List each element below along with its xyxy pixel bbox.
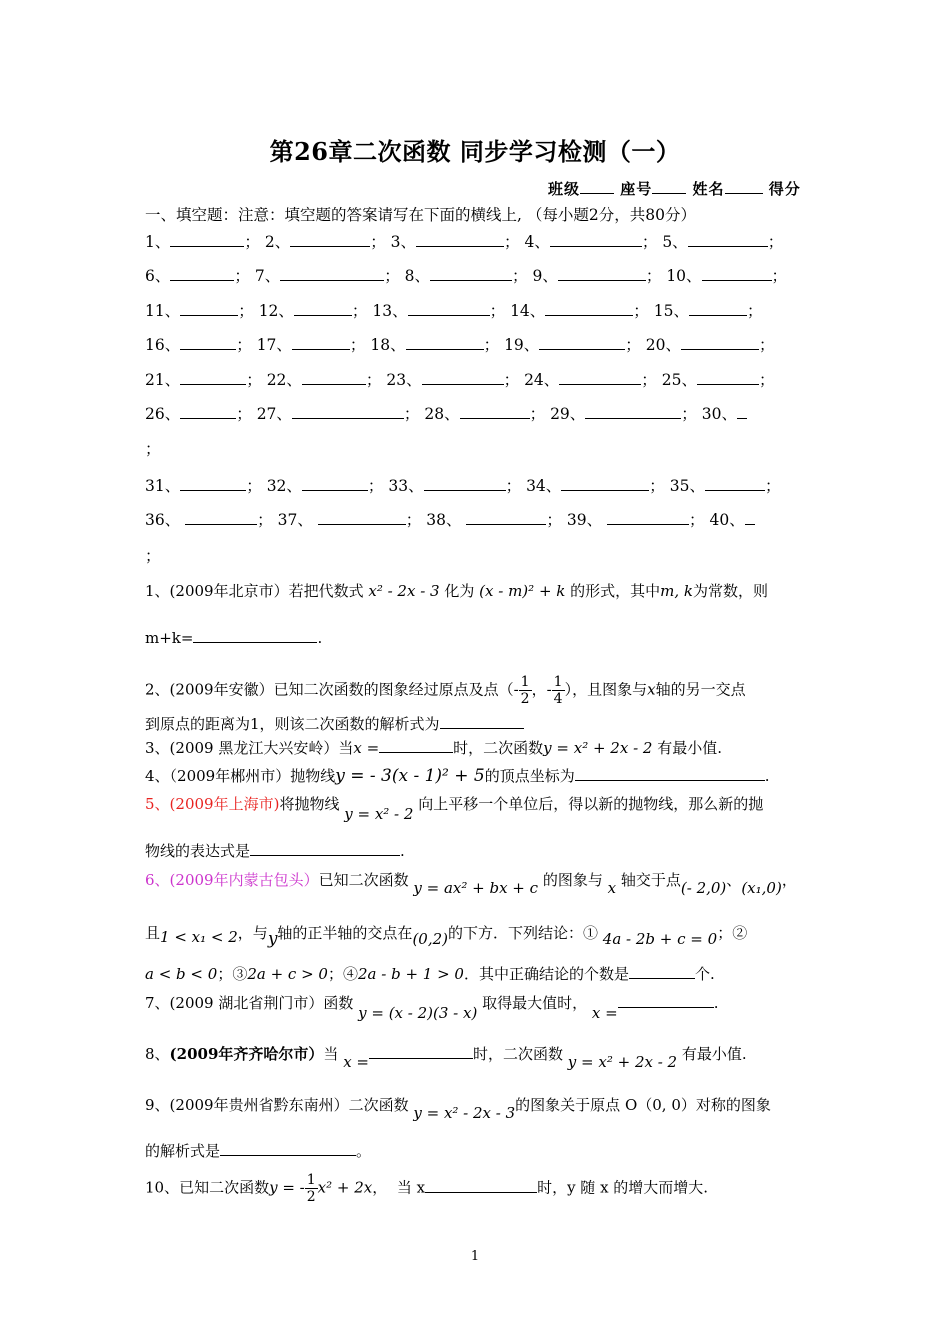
question-text: 。 bbox=[356, 1142, 372, 1160]
answer-label: 2、 bbox=[264, 233, 291, 251]
math-expression: x bbox=[607, 879, 617, 897]
answer-label: 27、 bbox=[256, 405, 292, 423]
math-expression: x = bbox=[591, 1004, 618, 1022]
answer-label: 3、 bbox=[390, 233, 417, 251]
answer-label: 24、 bbox=[524, 371, 560, 389]
answer-blank[interactable] bbox=[302, 478, 368, 491]
answer-label: 20、 bbox=[645, 336, 681, 354]
answer-label: 33、 bbox=[388, 477, 424, 495]
answer-label: 14、 bbox=[510, 302, 546, 320]
answer-label: 36、 bbox=[145, 511, 181, 529]
fraction-numerator: 1 bbox=[553, 674, 563, 690]
separator: ； bbox=[641, 233, 658, 251]
fraction bbox=[305, 1172, 318, 1205]
separator: ； bbox=[234, 267, 250, 285]
question-text: 物线的表达式是 bbox=[145, 842, 251, 860]
question-text: ， bbox=[372, 1178, 388, 1197]
answer-label: 1、 bbox=[145, 233, 171, 251]
question-text: 3、(2009 黑龙江大兴安岭）当 bbox=[145, 739, 354, 757]
answer-row-1 bbox=[145, 230, 810, 252]
math-expression: y bbox=[267, 929, 278, 949]
answer-blank[interactable] bbox=[292, 406, 404, 419]
page-title: 第26章二次函数 同步学习检测（一） bbox=[269, 137, 681, 166]
separator: ； bbox=[689, 511, 705, 529]
student-info-line bbox=[548, 178, 801, 199]
separator: ； bbox=[641, 371, 657, 389]
separator: ； bbox=[145, 547, 161, 565]
answer-blank[interactable] bbox=[460, 406, 530, 419]
answer-label: 5、 bbox=[662, 233, 688, 251]
answer-label: 39、 bbox=[566, 511, 603, 529]
answer-blank[interactable] bbox=[681, 337, 759, 350]
answer-blank[interactable] bbox=[559, 372, 641, 385]
answer-label: 23、 bbox=[386, 371, 422, 389]
math-expression: 2a - b + 1 > 0 bbox=[357, 965, 464, 983]
question-text: 时，二次函数 bbox=[473, 1045, 564, 1063]
question-text: ；② bbox=[717, 924, 748, 942]
question-text: 2、(2009年安徽）已知二次函数的图象经过原点及点（ bbox=[145, 680, 514, 699]
separator: ； bbox=[505, 477, 522, 495]
question-text: 将抛物线 bbox=[279, 795, 340, 813]
answer-label: 18、 bbox=[370, 336, 406, 354]
answer-label: 17、 bbox=[256, 336, 292, 354]
answer-blank[interactable] bbox=[561, 478, 649, 491]
separator: ； bbox=[681, 405, 697, 423]
separator: ； bbox=[503, 371, 520, 389]
separator: ； bbox=[238, 302, 254, 320]
answer-blank[interactable] bbox=[180, 303, 238, 316]
answer-blank[interactable] bbox=[705, 478, 765, 491]
answer-label: 10、 bbox=[666, 267, 702, 285]
question-1-line-2 bbox=[145, 627, 810, 649]
answer-label: 32、 bbox=[266, 477, 302, 495]
fraction-denominator: 2 bbox=[306, 1189, 316, 1205]
answer-label: 31、 bbox=[145, 477, 181, 495]
separator: ； bbox=[384, 267, 400, 285]
answer-label: 7、 bbox=[254, 267, 281, 285]
question-text: ；④ bbox=[327, 965, 358, 983]
fraction-denominator: 2 bbox=[520, 691, 530, 707]
score-label: 得分 bbox=[768, 180, 801, 198]
question-text: 的图象关于原点 O（0, 0）对称的图象 bbox=[515, 1096, 771, 1114]
answer-label: 21、 bbox=[145, 371, 181, 389]
answer-blank[interactable] bbox=[406, 337, 484, 350]
question-text: 的解析式是 bbox=[145, 1142, 221, 1160]
question-text: 当 x bbox=[396, 1178, 426, 1197]
separator: ； bbox=[764, 477, 781, 495]
answer-blank[interactable] bbox=[607, 512, 689, 525]
question-source: (2009年齐齐哈尔市） bbox=[169, 1045, 324, 1063]
question-text: 向上平移一个单位后，得以新的抛物线，那么新的抛 bbox=[418, 795, 764, 813]
answer-blank[interactable] bbox=[369, 1045, 473, 1059]
separator: ； bbox=[145, 440, 161, 458]
question-8 bbox=[145, 1043, 810, 1071]
question-5 bbox=[145, 793, 810, 823]
question-text: 1、(2009年北京市）若把代数式 bbox=[145, 582, 364, 600]
question-text: 有最小值. bbox=[657, 739, 723, 757]
math-expression: x² - 2x - 3 bbox=[368, 582, 440, 600]
separator: ； bbox=[236, 405, 252, 423]
separator: ； bbox=[405, 511, 422, 529]
question-text: 化为 bbox=[444, 582, 475, 600]
question-text: 9、(2009年贵州省黔东南州）二次函数 bbox=[145, 1096, 409, 1114]
question-text: . bbox=[400, 842, 405, 860]
question-6 bbox=[145, 869, 810, 897]
math-expression: x = bbox=[353, 739, 380, 757]
question-text: ；③ bbox=[217, 965, 248, 983]
separator: ； bbox=[649, 477, 665, 495]
answer-blank[interactable] bbox=[618, 994, 714, 1008]
question-text: 个. bbox=[695, 965, 715, 983]
answer-blank[interactable] bbox=[689, 303, 747, 316]
separator: ； bbox=[483, 336, 500, 354]
question-9-line-2 bbox=[145, 1140, 810, 1162]
question-2 bbox=[145, 674, 810, 707]
separator: ； bbox=[244, 233, 260, 251]
math-expression: x² + 2x bbox=[317, 1178, 373, 1197]
question-7 bbox=[145, 992, 810, 1022]
answer-label: 6、 bbox=[145, 267, 171, 285]
answer-blank[interactable] bbox=[250, 842, 400, 856]
math-expression: y = x² + 2x - 2 bbox=[567, 1053, 678, 1071]
question-text: 已知二次函数 bbox=[318, 871, 409, 889]
question-text: 轴的另一交点 bbox=[655, 680, 746, 699]
answer-blank[interactable] bbox=[416, 234, 504, 247]
separator: ； bbox=[633, 302, 649, 320]
fraction-numerator: 1 bbox=[520, 674, 530, 690]
math-expression: y = - 3(x - 1)² + 5 bbox=[335, 766, 485, 786]
answer-blank[interactable] bbox=[430, 268, 512, 281]
answer-label: 26、 bbox=[145, 405, 181, 423]
answer-label: 19、 bbox=[504, 336, 540, 354]
answer-label: 4、 bbox=[524, 233, 550, 251]
question-3 bbox=[145, 737, 810, 759]
separator: ； bbox=[349, 336, 366, 354]
separator: ； bbox=[504, 233, 520, 251]
question-text: 当 bbox=[323, 1045, 339, 1063]
answer-label: 13、 bbox=[372, 302, 408, 320]
math-expression: y = x² + 2x - 2 bbox=[543, 739, 653, 757]
answer-label: 30、 bbox=[701, 405, 737, 423]
separator: ； bbox=[746, 302, 763, 320]
answer-label: 8、 bbox=[404, 267, 431, 285]
fraction-denominator: 4 bbox=[553, 691, 563, 707]
answer-label: 25、 bbox=[661, 371, 697, 389]
separator: ； bbox=[257, 511, 273, 529]
seat-label: 座号 bbox=[620, 180, 653, 198]
question-text: - bbox=[546, 680, 552, 699]
separator: ； bbox=[758, 336, 775, 354]
class-blank[interactable] bbox=[580, 179, 614, 194]
answer-label: 40、 bbox=[709, 511, 745, 529]
answer-blank[interactable] bbox=[180, 478, 246, 491]
answer-blank[interactable] bbox=[302, 372, 366, 385]
seat-blank[interactable] bbox=[652, 179, 686, 194]
math-expression: (x₁,0) bbox=[741, 879, 782, 897]
question-text: 时，二次函数 bbox=[453, 739, 544, 757]
answer-label: 15、 bbox=[653, 302, 689, 320]
math-expression: 2a + c > 0 bbox=[247, 965, 328, 983]
math-expression: y = - bbox=[269, 1178, 305, 1197]
answer-blank[interactable] bbox=[290, 234, 370, 247]
question-5-line-2 bbox=[145, 840, 810, 862]
name-blank[interactable] bbox=[725, 179, 763, 194]
answer-label: 11、 bbox=[145, 302, 181, 320]
answer-row-3 bbox=[145, 299, 810, 321]
separator: ； bbox=[546, 511, 562, 529]
separator: ； bbox=[367, 477, 384, 495]
question-text: 10、已知二次函数 bbox=[145, 1178, 270, 1197]
separator: ； bbox=[370, 233, 386, 251]
answer-blank[interactable] bbox=[185, 512, 257, 525]
separator: ； bbox=[403, 405, 420, 423]
separator: ； bbox=[512, 267, 528, 285]
question-text: ，与 bbox=[237, 924, 268, 942]
answer-blank[interactable] bbox=[425, 1179, 537, 1193]
answer-row-8 bbox=[145, 508, 810, 530]
answer-row-8b bbox=[145, 544, 810, 566]
question-text: 轴的正半轴的交点在 bbox=[277, 924, 413, 942]
separator: ； bbox=[645, 267, 662, 285]
question-text: 有最小值. bbox=[681, 1045, 747, 1063]
math-expression: y = ax² + bx + c bbox=[413, 879, 539, 897]
answer-blank[interactable] bbox=[318, 512, 406, 525]
answer-blank[interactable] bbox=[180, 406, 236, 419]
question-2-line-2 bbox=[145, 713, 810, 735]
answer-blank[interactable] bbox=[379, 739, 453, 753]
question-text: . bbox=[764, 767, 770, 785]
answer-blank[interactable] bbox=[280, 268, 384, 281]
answer-label: 35、 bbox=[669, 477, 705, 495]
question-10 bbox=[145, 1172, 810, 1205]
math-expression: a < b < 0 bbox=[145, 965, 218, 983]
math-expression: x = bbox=[343, 1053, 369, 1071]
answer-blank[interactable] bbox=[697, 372, 759, 385]
answer-blank[interactable] bbox=[745, 512, 755, 525]
answer-blank[interactable] bbox=[585, 406, 681, 419]
math-expression: 4a - 2b + c = 0 bbox=[602, 930, 718, 948]
question-text: ），且图象与 bbox=[564, 680, 648, 699]
answer-label: 9、 bbox=[532, 267, 558, 285]
answer-blank[interactable] bbox=[294, 303, 352, 316]
answer-blank[interactable] bbox=[408, 303, 490, 316]
separator: ； bbox=[529, 405, 546, 423]
answer-row-4 bbox=[145, 333, 810, 355]
answer-row-5 bbox=[145, 368, 810, 390]
math-expression: (0,2) bbox=[412, 930, 448, 948]
question-source: 6、(2009年内蒙古包头） bbox=[145, 871, 319, 889]
answer-label: 29、 bbox=[550, 405, 586, 423]
answer-blank[interactable] bbox=[170, 234, 244, 247]
question-text: . bbox=[317, 629, 323, 647]
separator: ； bbox=[771, 267, 788, 285]
question-text: 、 bbox=[726, 871, 742, 889]
separator: ； bbox=[351, 302, 368, 320]
fraction-numerator: 1 bbox=[306, 1172, 316, 1188]
answer-label: 38、 bbox=[426, 511, 462, 529]
answer-row-2 bbox=[145, 264, 810, 286]
answer-row-7 bbox=[145, 474, 810, 496]
fraction bbox=[552, 674, 565, 707]
question-6-line-3 bbox=[145, 963, 810, 985]
answer-row-6 bbox=[145, 402, 810, 424]
answer-label: 34、 bbox=[526, 477, 562, 495]
question-text: 取得最大值时， bbox=[482, 994, 588, 1012]
question-1 bbox=[145, 580, 810, 602]
answer-blank[interactable] bbox=[688, 234, 768, 247]
math-expression: m, k bbox=[660, 582, 694, 600]
math-expression: y = x² - 2 bbox=[344, 805, 414, 823]
fraction bbox=[519, 674, 532, 707]
answer-blank[interactable] bbox=[292, 337, 350, 350]
answer-blank[interactable] bbox=[193, 629, 317, 643]
answer-blank[interactable] bbox=[550, 234, 642, 247]
question-text: 的图象与 bbox=[542, 871, 603, 889]
answer-label: 16、 bbox=[145, 336, 181, 354]
question-text: . bbox=[713, 994, 719, 1012]
question-text: 时，y 随 x 的增大而增大. bbox=[537, 1178, 709, 1197]
question-9 bbox=[145, 1094, 810, 1122]
question-text: 的形式，其中 bbox=[570, 582, 661, 600]
answer-blank[interactable] bbox=[422, 372, 504, 385]
separator: ； bbox=[246, 477, 262, 495]
answer-blank[interactable] bbox=[170, 268, 234, 281]
question-text: ， bbox=[531, 680, 547, 699]
question-text: ．其中正确结论的个数是 bbox=[463, 965, 629, 983]
answer-blank[interactable] bbox=[558, 268, 646, 281]
answer-blank[interactable] bbox=[702, 268, 772, 281]
question-text: 轴交于点 bbox=[620, 871, 681, 889]
question-source: 5、(2009年上海市) bbox=[145, 795, 280, 813]
separator: ； bbox=[489, 302, 506, 320]
math-expression: x bbox=[647, 680, 656, 699]
answer-row-6b bbox=[145, 437, 810, 459]
question-text: 的下方．下列结论：① bbox=[448, 924, 599, 942]
question-text: 4、（2009年郴州市）抛物线 bbox=[145, 767, 336, 785]
answer-label: 22、 bbox=[266, 371, 302, 389]
answer-blank[interactable] bbox=[545, 303, 633, 316]
math-expression: (x - m)² + k bbox=[479, 582, 566, 600]
question-text: - bbox=[513, 680, 519, 699]
answer-blank[interactable] bbox=[539, 337, 625, 350]
separator: ； bbox=[365, 371, 382, 389]
math-expression: y = (x - 2)(3 - x) bbox=[358, 1004, 478, 1022]
question-text: 的顶点坐标为 bbox=[484, 767, 575, 785]
math-expression: y = x² - 2x - 3 bbox=[413, 1104, 516, 1122]
question-text: 7、(2009 湖北省荆门市）函数 bbox=[145, 994, 354, 1012]
answer-label: 12、 bbox=[258, 302, 294, 320]
answer-blank[interactable] bbox=[424, 478, 506, 491]
section-heading: 一、填空题：注意：填空题的答案请写在下面的横线上, （每小题2分，共80分） bbox=[145, 206, 696, 224]
question-text: m+k= bbox=[145, 629, 194, 647]
question-text: 到原点的距离为1，则该二次函数的解析式为 bbox=[145, 715, 440, 733]
separator: ； bbox=[758, 371, 775, 389]
separator: ； bbox=[767, 233, 784, 251]
answer-blank[interactable] bbox=[220, 1142, 356, 1156]
answer-blank[interactable] bbox=[180, 372, 246, 385]
question-text: 8、 bbox=[145, 1045, 170, 1063]
separator: ； bbox=[236, 336, 252, 354]
answer-label: 28、 bbox=[424, 405, 460, 423]
answer-blank[interactable] bbox=[629, 965, 695, 979]
page-number: 1 bbox=[470, 1249, 480, 1264]
answer-blank[interactable] bbox=[466, 512, 546, 525]
math-expression: (- 2,0) bbox=[680, 879, 727, 897]
separator: ； bbox=[246, 371, 262, 389]
answer-label: 37、 bbox=[277, 511, 313, 529]
answer-blank[interactable] bbox=[440, 715, 524, 729]
question-text: 为常数，则 bbox=[693, 582, 769, 600]
question-6-line-2 bbox=[145, 922, 810, 949]
math-expression: 1 < x₁ < 2 bbox=[160, 928, 238, 946]
answer-blank[interactable] bbox=[575, 767, 765, 781]
separator: ； bbox=[625, 336, 641, 354]
question-4 bbox=[145, 765, 810, 787]
question-text: ， bbox=[781, 871, 797, 889]
question-text: 且 bbox=[145, 924, 161, 942]
name-label: 姓名 bbox=[692, 180, 725, 198]
class-label: 班级 bbox=[548, 180, 581, 198]
answer-blank[interactable] bbox=[180, 337, 236, 350]
answer-blank[interactable] bbox=[737, 406, 747, 419]
